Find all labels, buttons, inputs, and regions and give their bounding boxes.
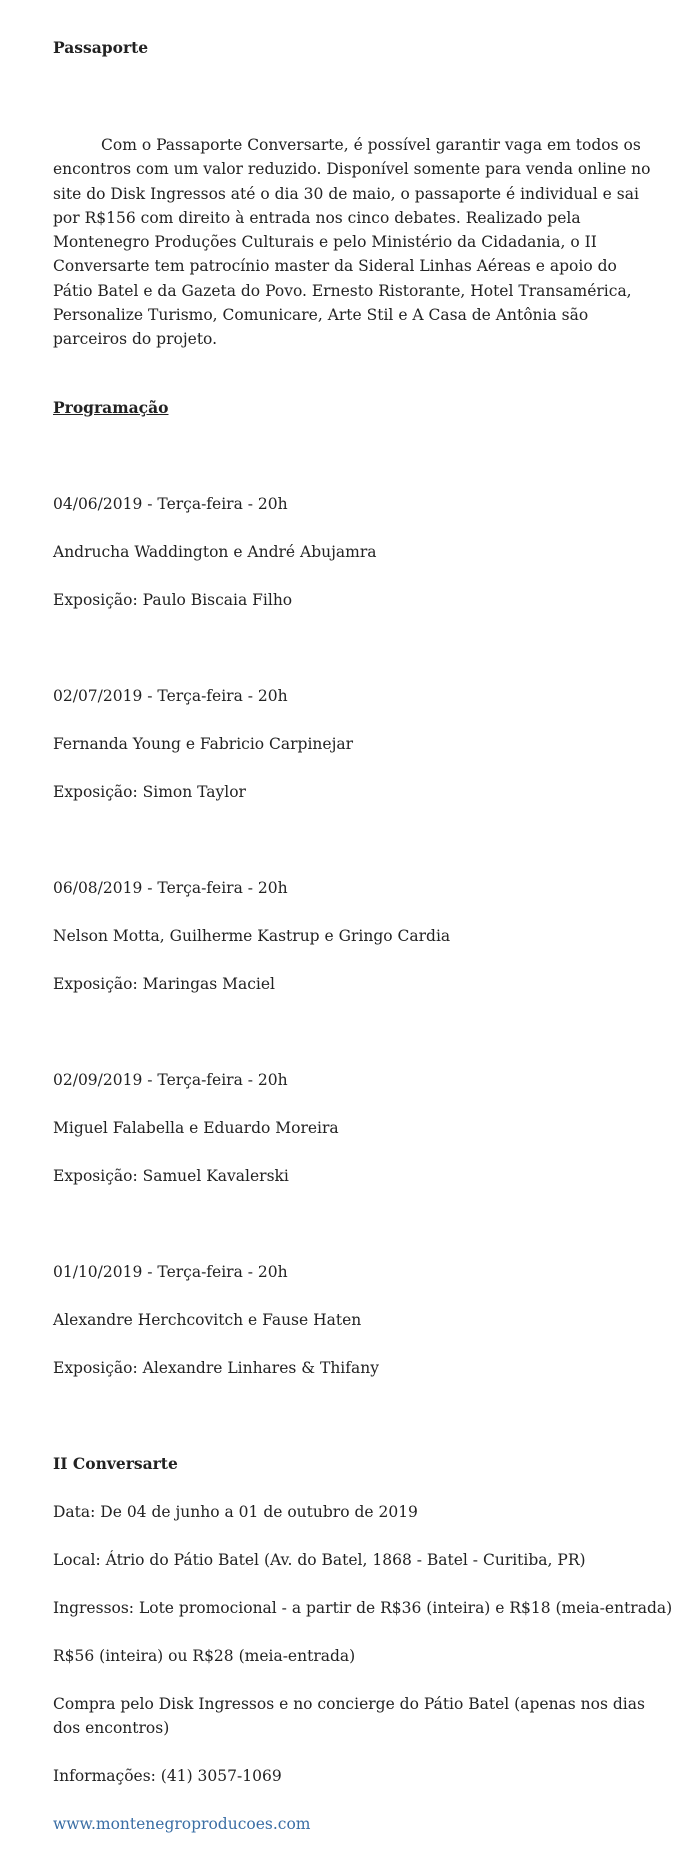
info-data: Data: De 04 de junho a 01 de outubro de 2019 [53,1503,418,1521]
info-heading: II Conversarte [53,1454,178,1473]
info-precos: R$56 (inteira) ou R$28 (meia-entrada) [53,1647,356,1665]
event-date: 02/09/2019 - Terça-feira - 20h [53,1071,288,1089]
event-guests: Nelson Motta, Guilherme Kastrup e Gringo Cardia [53,927,451,945]
event-date: 06/08/2019 - Terça-feira - 20h [53,879,288,897]
event-date: 01/10/2019 - Terça-feira - 20h [53,1263,288,1281]
event-date: 04/06/2019 - Terça-feira - 20h [53,495,288,513]
event-guests: Andrucha Waddington e André Abujamra [53,543,377,561]
info-local: Local: Átrio do Pátio Batel (Av. do Batel, 1868 - Batel - Curitiba, PR) [53,1551,586,1569]
website-link[interactable]: www.montenegroproducoes.com [53,1815,311,1833]
programacao-heading: Programação [53,398,169,417]
passaporte-paragraph: Com o Passaporte Conversarte, é possível garantir vaga em todos os encontros com um valor reduzido. Disponível somente para venda online no site do Disk Ingressos até o dia 30 de maio, o passaporte é individual e sai por R$156 com direito à entrada nos cinco debates. Realizado pela Montenegro Produções Culturais e pelo Ministério da Cidadania, o II Conversarte tem patrocínio master da Sideral Linhas Aéreas e apoio do Pátio Batel e da Gazeta do Povo. Ernesto Ristorante, Hotel Transamérica, Personalize Turismo, Comunicare, Arte Stil e A Casa de Antônia são parceiros do projeto. [53,136,651,349]
event-guests: Miguel Falabella e Eduardo Moreira [53,1119,339,1137]
event-exposicao: Exposição: Alexandre Linhares & Thifany [53,1359,379,1377]
info-compra: Compra pelo Disk Ingressos e no concierge do Pátio Batel (apenas nos dias dos encontros) [53,1695,645,1737]
info-ingressos: Ingressos: Lote promocional - a partir de R$36 (inteira) e R$18 (meia-entrada) [53,1599,673,1617]
event-exposicao: Exposição: Samuel Kavalerski [53,1167,289,1185]
event-guests: Alexandre Herchcovitch e Fause Haten [53,1311,362,1329]
passaporte-heading: Passaporte [53,38,149,57]
event-guests: Fernanda Young e Fabricio Carpinejar [53,735,354,753]
info-telefone: Informações: (41) 3057-1069 [53,1767,282,1785]
event-date: 02/07/2019 - Terça-feira - 20h [53,687,288,705]
event-exposicao: Exposição: Simon Taylor [53,783,246,801]
event-exposicao: Exposição: Paulo Biscaia Filho [53,591,293,609]
event-exposicao: Exposição: Maringas Maciel [53,975,276,993]
